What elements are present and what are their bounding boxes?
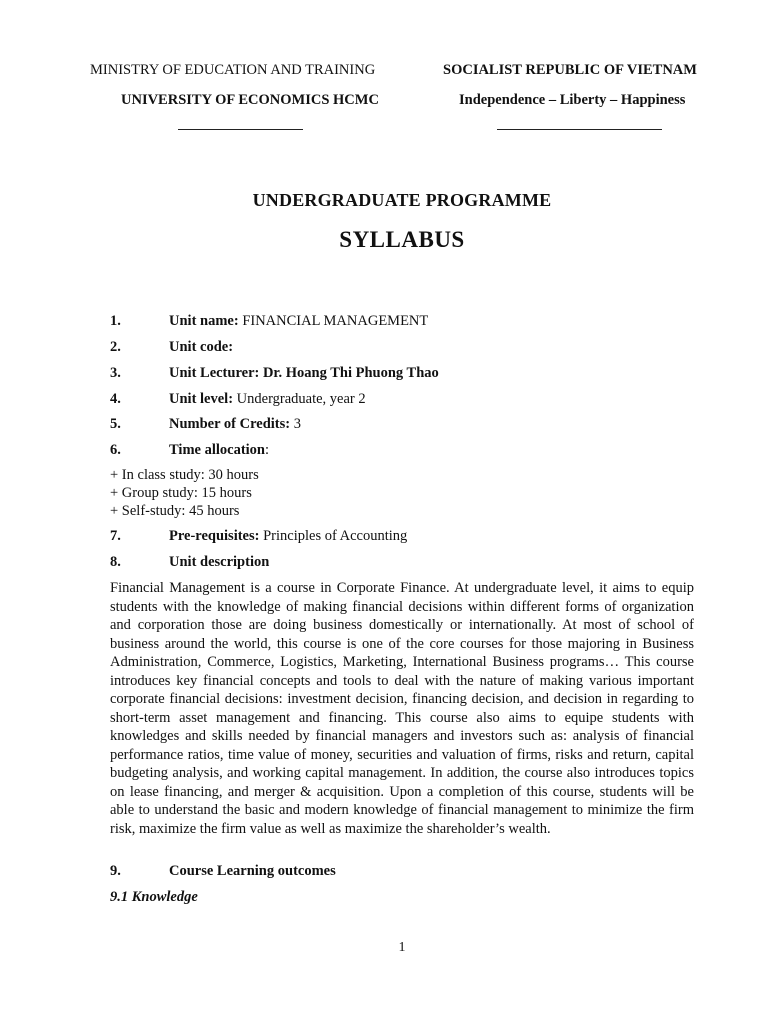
item-number: 5.: [110, 416, 121, 432]
time-in-class: + In class study: 30 hours: [110, 467, 259, 483]
item-label: Time allocation: [169, 442, 265, 458]
unit-description-text: Financial Management is a course in Corporate Finance. At undergraduate level, it aims to equip students with the knowledge of making financial decisions within different forms of organization and corporation those are doing business domestically or internationally. At most of school of business around the world, this course is one of the core courses for those majoring in Business Administration, Commerce, Logistics, Marketing, International Business programs… This course introduces key financial concepts and tools to deal with the nature of making various important corporate financial decisions: investment decision, financing decision, and decision in regarding to short-term asset management and financing. This course also aims to equipe students with knowledges and skills needed by financial managers and investors such as: analysis of financial performance ratios, time value of money, securities and valuation of firms, risks and return, capital budgeting analysis, and working capital management. In addition, the course also introduces topics on lease financing, and merger & acquisition. Upon a completion of this course, students will be able to understand the basic and modern knowledge of financial management to minimize the firm risk, maximize the firm value as well as maximize the shareholder’s wealth.: [110, 580, 694, 837]
item-number: 4.: [110, 391, 121, 407]
item-number: 1.: [110, 313, 121, 329]
item-number: 7.: [110, 528, 121, 544]
item-label: Unit name:: [169, 313, 239, 329]
item-number: 3.: [110, 365, 121, 381]
subsection-knowledge: 9.1 Knowledge: [110, 889, 198, 905]
item-label: Pre-requisites:: [169, 528, 260, 544]
item-number: 6.: [110, 442, 121, 458]
right-header-rule: [497, 129, 662, 130]
time-self-study: + Self-study: 45 hours: [110, 503, 240, 519]
page-number: 1: [398, 940, 406, 955]
item-label: Course Learning outcomes: [169, 863, 336, 879]
item-number: 9.: [110, 863, 121, 879]
item-label: Unit level:: [169, 391, 234, 407]
item-value: Undergraduate, year 2: [233, 391, 366, 407]
item-label: Unit description: [169, 554, 270, 570]
time-group: + Group study: 15 hours: [110, 485, 252, 501]
item-label: Unit code:: [169, 339, 234, 355]
item-value: :: [265, 442, 270, 458]
syllabus-title: SYLLABUS: [339, 227, 465, 252]
country-name: SOCIALIST REPUBLIC OF VIETNAM: [443, 62, 697, 78]
item-value: Principles of Accounting: [259, 528, 408, 544]
left-header-rule: [178, 129, 303, 130]
country-motto: Independence – Liberty – Happiness: [459, 92, 686, 108]
item-label: Number of Credits:: [169, 416, 291, 432]
item-label: Unit Lecturer: Dr. Hoang Thi Phuong Thao: [169, 365, 439, 381]
item-number: 8.: [110, 554, 121, 570]
item-number: 2.: [110, 339, 121, 355]
programme-title: UNDERGRADUATE PROGRAMME: [252, 190, 552, 210]
item-value: FINANCIAL MANAGEMENT: [238, 313, 429, 329]
item-value: 3: [290, 416, 301, 432]
university-name: UNIVERSITY OF ECONOMICS HCMC: [121, 92, 379, 108]
ministry-name: MINISTRY OF EDUCATION AND TRAINING: [90, 62, 376, 78]
